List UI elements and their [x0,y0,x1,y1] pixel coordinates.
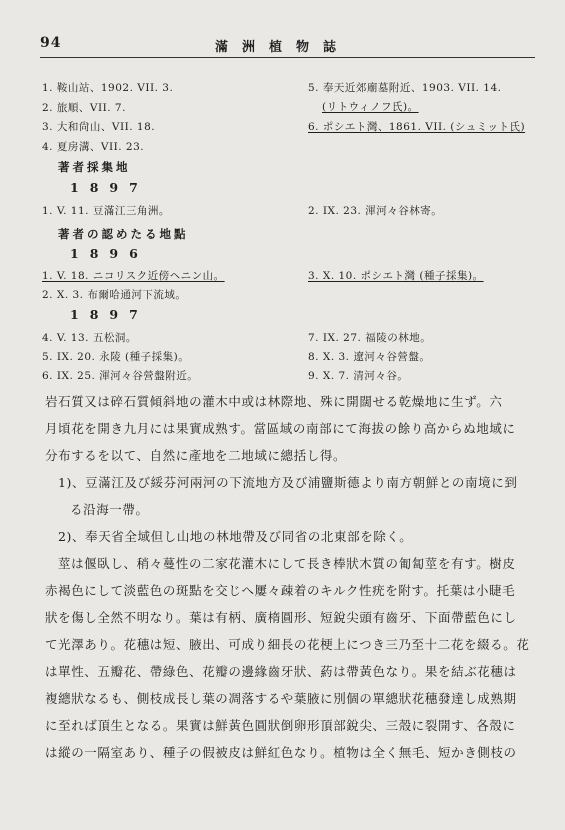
locality-line: 5. IX. 20. 永陵 (種子採集)。 [42,351,190,363]
locality-line: 2. IX. 23. 渾河々谷林寄。 [308,205,443,217]
specimen-line: 6. ポシエト灣、1861. VII. (シュミット氏) [308,121,526,133]
body-line: 岩石質又は碎石質傾斜地の灌木中或は林際地、殊に開闊せる乾燥地に生ず。六 [45,394,503,409]
year-heading: 1897 [70,180,149,195]
locality-line: 7. IX. 27. 福陵の林地。 [308,332,432,344]
year-heading: 1897 [70,307,149,322]
body-line: 1)、豆滿江及び綏芬河兩河の下流地方及び浦鹽斯德より南方朝鮮との南境に到 [58,475,518,490]
locality-line: 1. V. 18. ニコリスク近傍ヘニン山。 [42,270,225,282]
header-rule [40,57,535,58]
body-line: は縱の一隔室あり、種子の假被皮は鮮紅色なり。植物は全く無毛、短かき側枝の [45,745,517,760]
body-line: 分布するを以て、自然に產地を二地域に總括し得。 [45,448,347,463]
body-line: に至れば頂生となる。果實は鮮黃色圓狀倒卵形頂部銳尖、三殼に裂開す、各殼に [45,718,516,733]
body-line: は單性、五瓣花、帶綠色、花瓣の邊緣齒牙狀、葯は帶黃色なり。果を結ぶ花穗は [45,664,517,679]
year-heading: 1896 [70,246,149,261]
locality-line: 4. V. 13. 五松洞。 [42,332,137,344]
locality-line: 8. X. 3. 遼河々谷營盤。 [308,351,431,363]
locality-line: 1. V. 11. 豆滿江三角洲。 [42,205,170,217]
collector-note: (リトウィノフ氏)。 [322,101,419,113]
body-line: 赤褐色にして淡藍色の斑點を交じへ屢々疎着のキルク性疣を附す。托葉は小睫毛 [45,583,516,598]
body-line: 2)、奉天省全域但し山地の林地帶及び同省の北東部を除く。 [58,529,413,544]
body-line: 複總狀なるも、側枝成長し葉の凋落するや葉腋に別個の單總狀花穗發達し成熟期 [45,691,517,706]
body-line: 狀を傷し全然不明なり。葉は有柄、廣楕圓形、短銳尖頭有齒牙、下面帶藍色にし [45,610,517,625]
specimen-line: 4. 夏房溝、VII. 23. [42,141,145,153]
locality-line: 3. X. 10. ポシエト灣 (種子採集)。 [308,270,484,282]
locality-line: 9. X. 7. 清河々谷。 [308,370,409,382]
specimen-line: 5. 奉天近郊廟墓附近、1903. VII. 14. [308,82,502,94]
running-title: 滿洲植物誌 [215,40,351,55]
body-line: て光澤あり。花穗は短、腋出、可成り細長の花梗上につき三乃至十二花を綴る。花 [45,637,530,652]
specimen-line: 3. 大和尙山、VII. 18. [42,121,156,133]
body-line: 莖は偃臥し、稍々蔓性の二家花灌木にして長き棒狀木質の匍匐莖を有す。樹皮 [58,556,516,571]
locality-line: 6. IX. 25. 渾河々谷營盤附近。 [42,370,199,382]
locality-line: 2. X. 3. 布爾哈通河下流域。 [42,289,187,301]
section-heading-collected: 著者採集地 [58,160,131,174]
section-heading-observed: 著者の認めたる地點 [58,227,189,241]
body-line: る沿海一帶。 [70,502,149,517]
specimen-line: 2. 旅順、VII. 7. [42,102,126,114]
specimen-line: 1. 鞍山站、1902. VII. 3. [42,82,174,94]
page-number: 94 [40,35,62,51]
body-line: 月頃花を開き九月には果實成熟す。當區域の南部にて海拔の餘り高からぬ地域に [45,421,516,436]
